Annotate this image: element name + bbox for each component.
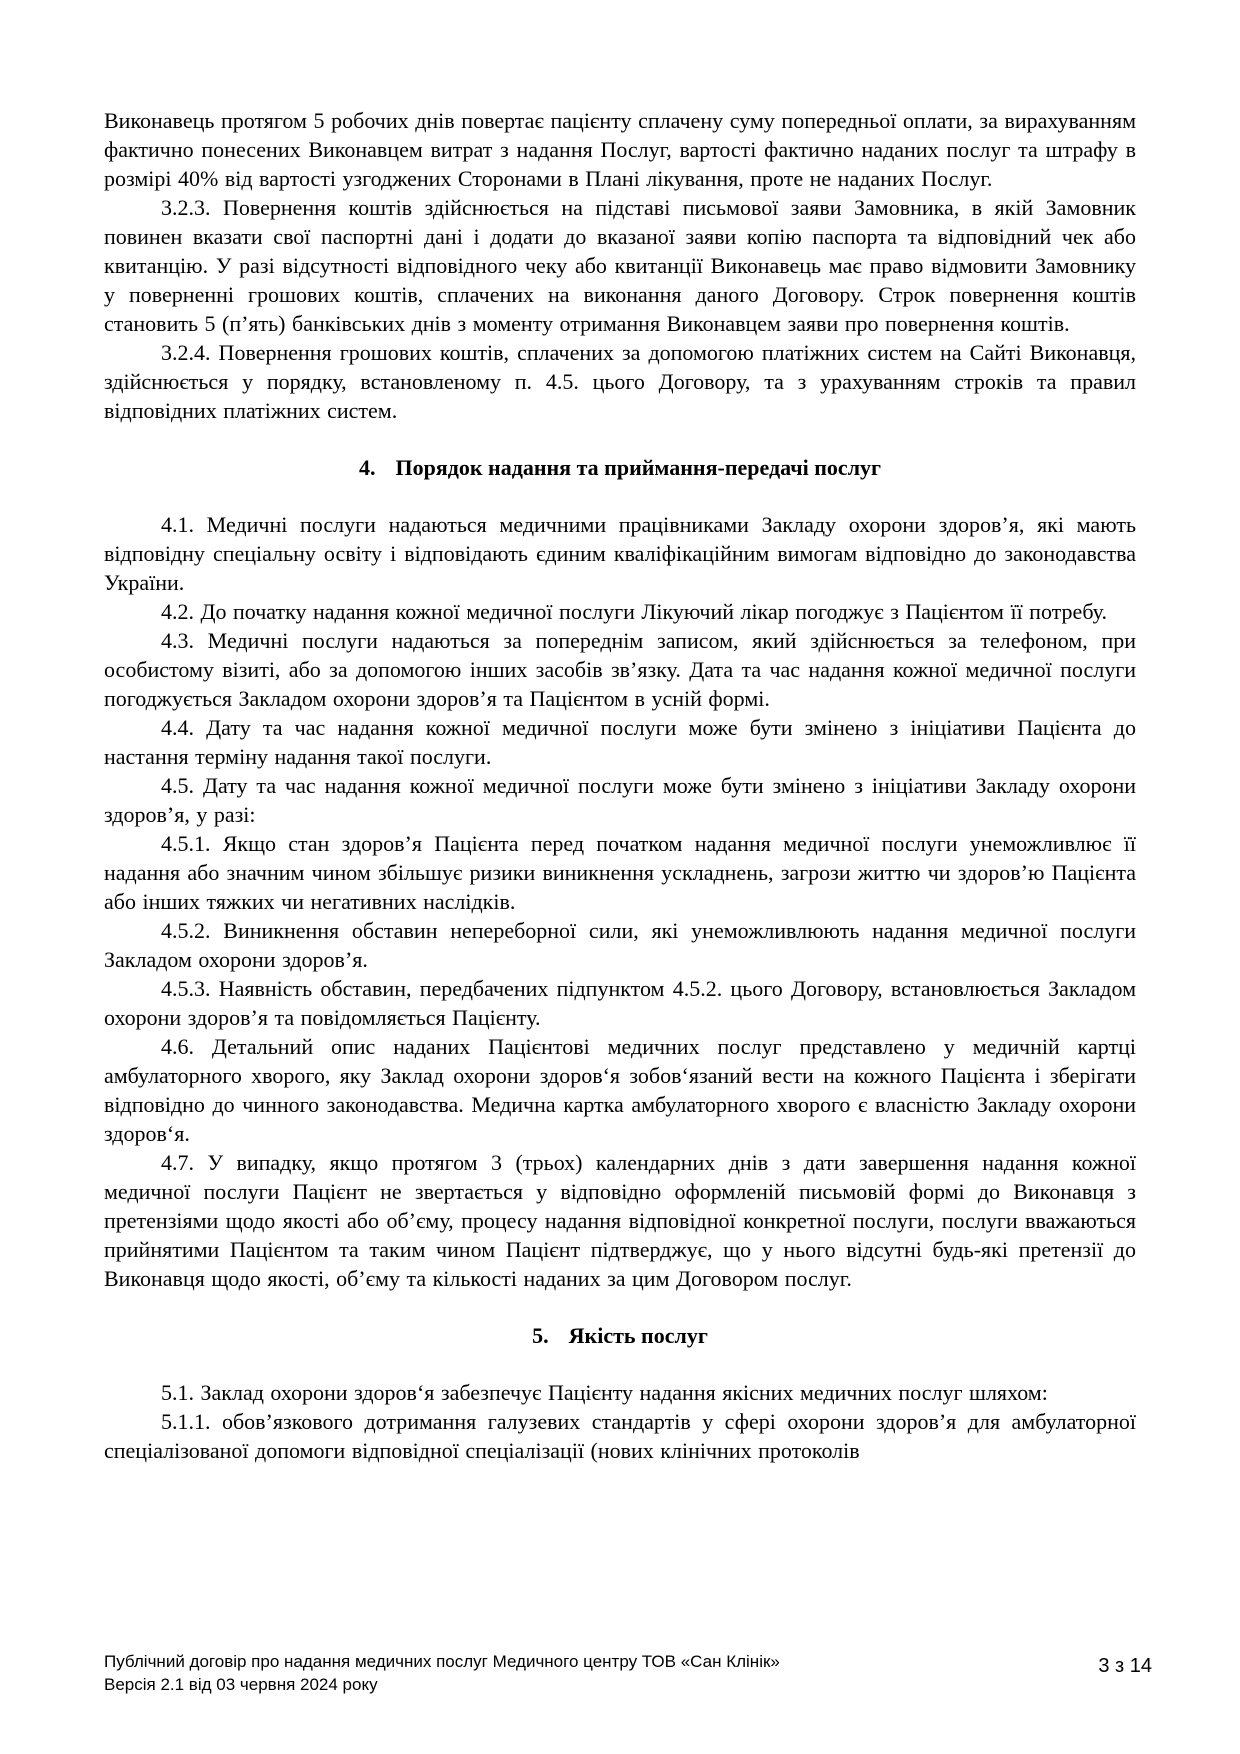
paragraph-5-1: 5.1. Заклад охорони здоров‘я забезпечує Пацієнту надання якісних медичних послуг шляхом:: [161, 1380, 1048, 1405]
paragraph-4-7: 4.7. У випадку, якщо протягом 3 (трьох) календарних днів з дати завершення надання кожної медичної послуги Пацієнт не звертається у відповідно оформленій письмовій формі до Виконавця з претензіями щодо якості або об’єму, процесу надання відповідної конкретної послуги, послуги вважаються прийнятими Пацієнтом та таким чином Пацієнт підтверджує, що у нього відсутні будь-які претензії до Виконавця щодо якості, об’єму та кількості наданих за цим Договором послуг.: [104, 1150, 1136, 1291]
paragraph-4-2: 4.2. До початку надання кожної медичної послуги Лікуючий лікар погоджує з Пацієнтом її потребу.: [161, 599, 1107, 624]
paragraph-4-5-2: 4.5.2. Виникнення обставин непереборної сили, які унеможливлюють надання медичної послуги Закладом охорони здоров’я.: [104, 918, 1136, 972]
section-4-title: Порядок надання та приймання-передачі послуг: [395, 455, 882, 480]
paragraph-4-5: 4.5. Дату та час надання кожної медичної послуги може бути змінено з ініціативи Закладу охорони здоров’я, у разі:: [104, 773, 1136, 827]
paragraph-4-1: 4.1. Медичні послуги надаються медичними працівниками Закладу охорони здоров’я, які мають відповідну спеціальну освіту і відповідають єдиним кваліфікаційним вимогам відповідно до законодавства України.: [104, 512, 1136, 595]
footer-version: Версія 2.1 від 03 червня 2024 року: [104, 1675, 378, 1694]
section-5-title: Якість послуг: [568, 1323, 708, 1348]
paragraph-4-6: 4.6. Детальний опис наданих Пацієнтові медичних послуг представлено у медичній картці амбулаторного хворого, яку Заклад охорони здоров‘я зобов‘язаний вести на кожного Пацієнта і зберігати відповідно до чинного законодавства. Медична картка амбулаторного хворого є власністю Закладу охорони здоров‘я.: [104, 1034, 1136, 1146]
section-5-number: 5.: [532, 1323, 549, 1348]
page-number: 3 з 14: [1098, 1655, 1152, 1677]
paragraph-continuation: Виконавець протягом 5 робочих днів повертає пацієнту сплачену суму попередньої оплати, за вирахуванням фактично понесених Виконавцем витрат з надання Послуг, вартості фактично наданих послуг та штрафу в розмірі 40% від вартості узгоджених Сторонами в Плані лікування, проте не наданих Послуг.: [104, 108, 1136, 191]
paragraph-3-2-4: 3.2.4. Повернення грошових коштів, сплачених за допомогою платіжних систем на Сайті Виконавця, здійснюється у порядку, встановленому п. 4.5. цього Договору, та з урахуванням строків та правил відповідних платіжних систем.: [104, 340, 1136, 423]
page-footer: [104, 1650, 1004, 1696]
paragraph-4-5-3: 4.5.3. Наявність обставин, передбачених підпунктом 4.5.2. цього Договору, встановлюється Закладом охорони здоров’я та повідомляється Пацієнту.: [104, 976, 1136, 1030]
paragraph-3-2-3: 3.2.3. Повернення коштів здійснюється на підставі письмової заяви Замовника, в якій Замовник повинен вказати свої паспортні дані і додати до вказаної заяви копію паспорта та відповідний чек або квитанцію. У разі відсутності відповідного чеку або квитанції Виконавець має право відмовити Замовнику у поверненні грошових коштів, сплачених на виконання даного Договору. Строк повернення коштів становить 5 (п’ять) банківських днів з моменту отримання Виконавцем заяви про повернення коштів.: [104, 195, 1136, 336]
paragraph-4-4: 4.4. Дату та час надання кожної медичної послуги може бути змінено з ініціативи Пацієнта до настання терміну надання такої послуги.: [104, 715, 1136, 769]
section-4-number: 4.: [358, 455, 376, 480]
footer-document-title: Публічний договір про надання медичних послуг Медичного центру ТОВ «Сан Клінік»: [104, 1652, 780, 1671]
paragraph-4-5-1: 4.5.1. Якщо стан здоров’я Пацієнта перед початком надання медичної послуги унеможливлює її надання або значним чином збільшує ризики виникнення ускладнень, загрози життю чи здоров’ю Пацієнта або інших тяжких чи негативних наслідків.: [104, 831, 1136, 914]
section-heading-5: [104, 1321, 1136, 1350]
paragraph-4-3: 4.3. Медичні послуги надаються за попереднім записом, який здійснюється за телефоном, при особистому візиті, або за допомогою інших засобів зв’язку. Дата та час надання кожної медичної послуги погоджується Закладом охорони здоров’я та Пацієнтом в усній формі.: [104, 628, 1136, 711]
section-heading-4: [104, 453, 1136, 482]
paragraph-5-1-1: 5.1.1. обов’язкового дотримання галузевих стандартів у сфері охорони здоров’я для амбулаторної спеціалізованої допомоги відповідної спеціалізації (нових клінічних протоколів: [104, 1409, 1136, 1463]
